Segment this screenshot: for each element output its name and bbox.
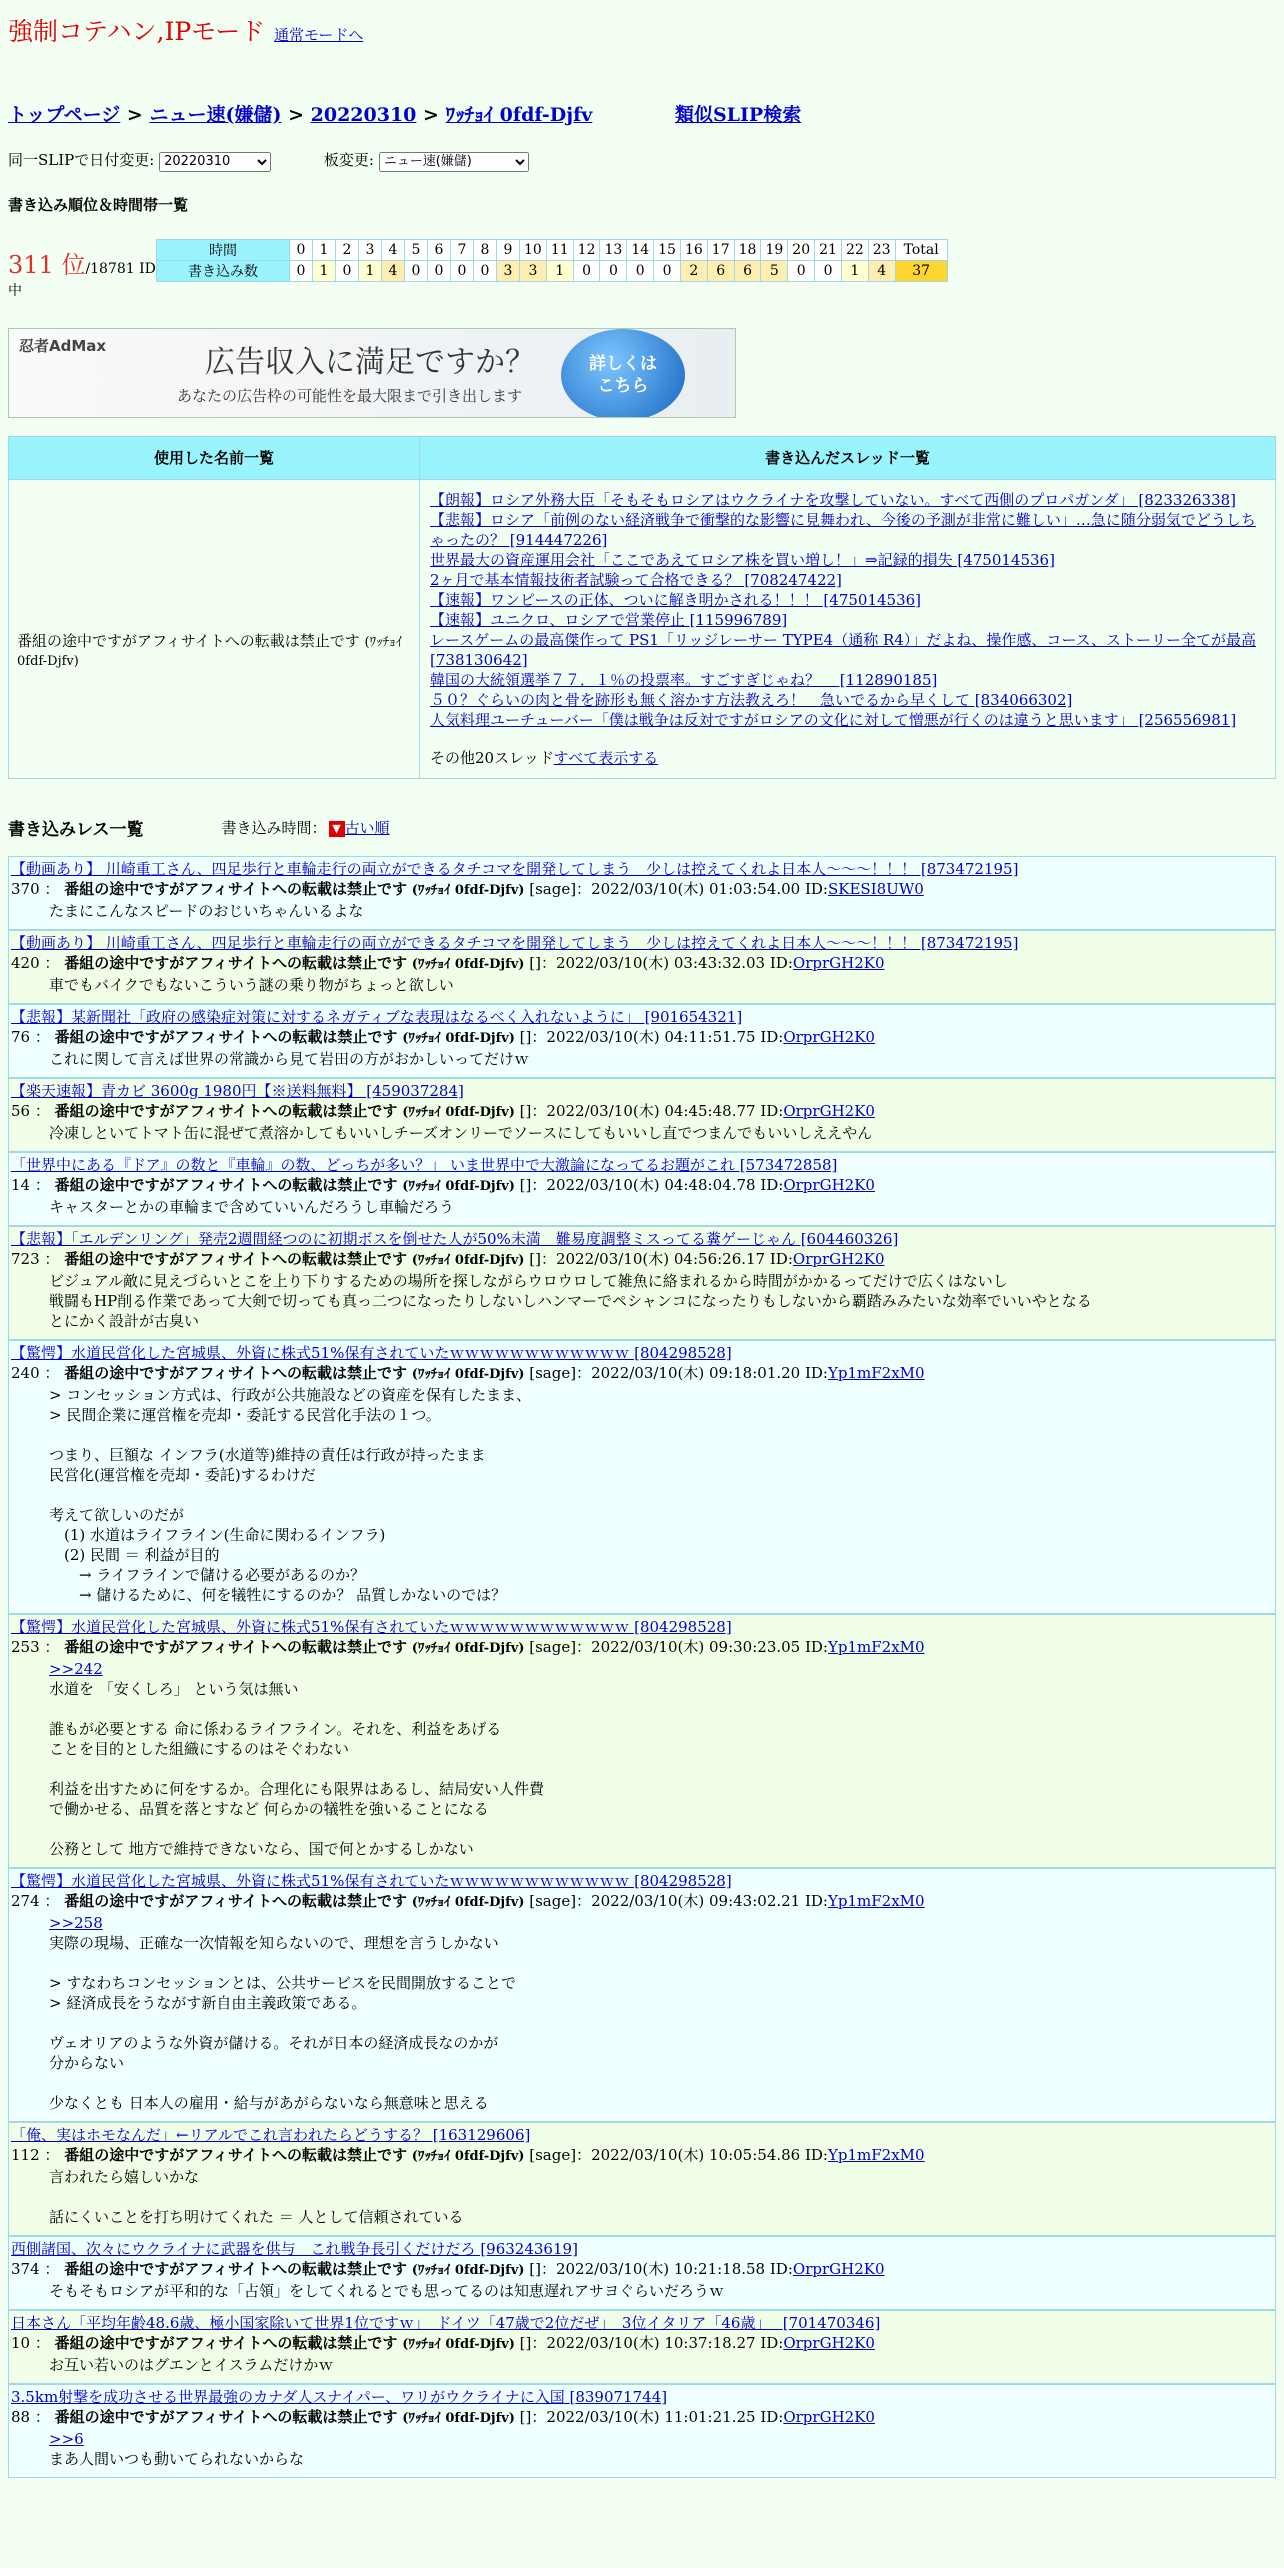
post-time: 2022/03/10(木) 11:01:21.25 ID:	[546, 2407, 784, 2426]
rank-total-ids: /18781 ID中	[8, 260, 156, 299]
ad-logo: 忍者AdMax	[19, 336, 107, 355]
count-cell: 0	[654, 260, 681, 281]
post-slip: (ﾜｯﾁｮｲ 0fdf-Djfv)	[402, 2410, 515, 2426]
post-slip: (ﾜｯﾁｮｲ 0fdf-Djfv)	[402, 1178, 515, 1194]
post-time: 2022/03/10(木) 04:56:26.17 ID:	[555, 1249, 793, 1268]
post-mail: []	[529, 1249, 541, 1268]
post-thread-link[interactable]: 【驚愕】水道民営化した宮城県、外資に株式51%保有されていたｗｗｗｗｗｗｗｗｗｗｗｗ [804298528]	[11, 1871, 732, 1890]
post-number: 370	[11, 879, 40, 898]
post-number: 274	[11, 1891, 40, 1910]
board-change-label: 板変更:	[323, 151, 374, 169]
total-count-cell: 37	[895, 260, 947, 281]
count-cell: 4	[868, 260, 895, 281]
post-body: 冷凍しといてトマト缶に混ぜて煮溶かしてもいいしチーズオンリーでソースにしてもいいし直でつまんでもいいしええやん	[49, 1123, 873, 1142]
post-time: 2022/03/10(木) 10:05:54.86 ID:	[591, 2145, 828, 2164]
thread-link[interactable]: 人気料理ユーチューバー「僕は戦争は反対ですがロシアの文化に対して憎悪が行くのは違うと思います」 [256556981]	[430, 710, 1237, 729]
post-id-link[interactable]: OrprGH2K0	[783, 1101, 875, 1120]
thread-link[interactable]: 【悲報】ロシア「前例のない経済戦争で衝撃的な影響に見舞われ、今後の予測が非常に難しい」…急に随分弱気でどうしちゃったの？ [914447226]	[430, 510, 1256, 549]
post-name: 番組の途中ですがアフィサイトへの転載は禁止です	[54, 1027, 398, 1046]
hour-cell: 17	[707, 239, 734, 260]
rank-box	[8, 239, 156, 300]
post-id-link[interactable]: OrprGH2K0	[783, 1175, 875, 1194]
breadcrumb-board[interactable]: ニュー速(嫌儲)	[149, 104, 282, 126]
breadcrumb	[8, 100, 1276, 127]
thread-link[interactable]: 【朗報】ロシア外務大臣「そもそもロシアはウクライナを攻撃していない。すべて西側のプロパガンダ」 [823326338]	[430, 490, 1237, 509]
post-name: 番組の途中ですがアフィサイトへの転載は禁止です	[64, 879, 407, 898]
post-thread-link[interactable]: 【驚愕】水道民営化した宮城県、外資に株式51%保有されていたｗｗｗｗｗｗｗｗｗｗｗｗ [804298528]	[11, 1617, 732, 1636]
post	[8, 2236, 1276, 2310]
hours-row	[157, 239, 948, 260]
post	[8, 1078, 1276, 1152]
post-list	[8, 856, 1276, 2478]
thread-link[interactable]: 韓国の大統領選挙７７．１％の投票率。すごすぎじゃね？ [112890185]	[430, 670, 938, 689]
post-anchor-link[interactable]: >>258	[49, 1913, 103, 1932]
post-number: 88	[11, 2407, 31, 2426]
post-name: 番組の途中ですがアフィサイトへの転載は禁止です	[64, 1891, 407, 1910]
post-meta: 723 ： 番組の途中ですがアフィサイトへの転載は禁止です (ﾜｯﾁｮｲ 0fdf-Djfv) []：2022/03/10(木) 04:56:26.17 ID:OrprGH2K0	[11, 1249, 885, 1268]
count-cell: 6	[734, 260, 761, 281]
post-body: ビジュアル敵に見えづらいとこを上り下りするための場所を探しながらウロウロして雑魚に絡まれるから時間がかかるってだけで広くはないし 戦闘もHP削る作業であって大剣で切っても真っ二つになったりしないしハンマーでペシャンコになったりもしないから覇踏みみたいな効率でいいやとなる とにかく設計が古臭い	[49, 1271, 1092, 1330]
count-cell: 0	[336, 260, 359, 281]
count-cell: 0	[405, 260, 428, 281]
count-cell: 3	[497, 260, 520, 281]
post-number: 56	[11, 1101, 31, 1120]
post-number: 420	[11, 953, 40, 972]
breadcrumb-slip[interactable]: ﾜｯﾁｮｲ 0fdf-Djfv	[445, 104, 593, 126]
hourly-table	[156, 239, 948, 282]
post-time: 2022/03/10(木) 04:48:04.78 ID:	[546, 1175, 784, 1194]
post-mail: []	[519, 1175, 532, 1194]
hour-cell: 4	[382, 239, 405, 260]
counts-row	[157, 260, 948, 281]
post	[8, 1004, 1276, 1078]
hour-cell: 9	[497, 239, 520, 260]
similar-slip-search-link[interactable]: 類似SLIP検索	[674, 104, 802, 126]
breadcrumb-sep: >	[288, 104, 304, 126]
post-mail: [sage]	[529, 879, 577, 898]
post-meta: 374 ： 番組の途中ですがアフィサイトへの転載は禁止です (ﾜｯﾁｮｲ 0fdf-Djfv) []：2022/03/10(木) 10:21:18.58 ID:OrprGH2K0	[11, 2259, 885, 2278]
post-name: 番組の途中ですがアフィサイトへの転載は禁止です	[64, 1363, 407, 1382]
post-body: 車でもバイクでもないこういう謎の乗り物がちょっと欲しい	[49, 975, 454, 994]
post-number: 374	[11, 2259, 40, 2278]
rank-position: 311 位	[8, 250, 86, 279]
count-cell: 0	[290, 260, 313, 281]
post-thread-link[interactable]: 3.5km射撃を成功させる世界最強のカナダ人スナイパー、ワリがウクライナに入国 [839071744]	[11, 2387, 668, 2406]
post-body: キャスターとかの車輪まで含めていいんだろうし車輪だろう	[49, 1197, 455, 1216]
breadcrumb-top[interactable]: トップページ	[8, 104, 121, 126]
hour-cell: 3	[359, 239, 382, 260]
hour-cell: 7	[451, 239, 474, 260]
post-meta: 10 ： 番組の途中ですがアフィサイトへの転載は禁止です (ﾜｯﾁｮｲ 0fdf-Djfv) []：2022/03/10(木) 10:37:18.27 ID:OrprGH2K0	[11, 2333, 875, 2352]
hour-cell: 16	[680, 239, 707, 260]
post-thread-link[interactable]: 【驚愕】水道民営化した宮城県、外資に株式51%保有されていたｗｗｗｗｗｗｗｗｗｗｗｗ [804298528]	[11, 1343, 732, 1362]
post-time: 2022/03/10(木) 04:45:48.77 ID:	[546, 1101, 784, 1120]
post-meta: 370 ： 番組の途中ですがアフィサイトへの転載は禁止です (ﾜｯﾁｮｲ 0fdf-Djfv) [sage]：2022/03/10(木) 01:03:54.00 ID:SKESI8UW0	[11, 879, 924, 898]
post-thread-link[interactable]: 「世界中にある『ドア』の数と『車輪』の数、どっちが多い？」 いま世界中で大激論になってるお題がこれ [573472858]	[11, 1155, 838, 1174]
post	[8, 1152, 1276, 1226]
names-table-header	[9, 436, 1276, 479]
sort-time-label: 書き込み時間：	[221, 818, 327, 837]
hour-cell: Total	[895, 239, 947, 260]
post-body: 言われたら嬉しいかな 話にくいことを打ち明けてくれた ＝ 人として信頼されている	[49, 2167, 464, 2226]
ad-details-label: 詳しくは こちら	[589, 353, 657, 396]
res-list-title: 書き込みレス一覧	[8, 819, 144, 840]
post-anchor-link[interactable]: >>6	[49, 2429, 84, 2448]
breadcrumb-date[interactable]: 20220310	[310, 104, 417, 126]
hour-cell: 14	[627, 239, 654, 260]
normal-mode-link[interactable]: 通常モードへ	[273, 26, 364, 44]
thread-link-row	[430, 710, 1265, 730]
thread-link-row	[430, 630, 1265, 670]
used-name	[9, 479, 420, 778]
post-mail: []	[529, 2259, 541, 2278]
post-slip: (ﾜｯﾁｮｲ 0fdf-Djfv)	[402, 1030, 515, 1046]
hour-cell: 5	[405, 239, 428, 260]
count-cell: 0	[788, 260, 815, 281]
count-cell: 0	[573, 260, 600, 281]
thread-link-row	[430, 670, 1265, 690]
post-name: 番組の途中ですがアフィサイトへの転載は禁止です	[64, 1249, 407, 1268]
post-name: 番組の途中ですがアフィサイトへの転載は禁止です	[64, 2145, 407, 2164]
hour-cell: 13	[600, 239, 627, 260]
sort-control	[222, 817, 390, 838]
post-mail: [sage]	[529, 1891, 577, 1910]
post-meta: 274 ： 番組の途中ですがアフィサイトへの転載は禁止です (ﾜｯﾁｮｲ 0fdf-Djfv) [sage]：2022/03/10(木) 09:43:02.21 ID:Yp1mF2xM0	[11, 1891, 925, 1910]
post-mail: [sage]	[529, 2145, 577, 2164]
post-body: > コンセッション方式は、行政が公共施設などの資産を保有したまま、 > 民間企業に運営権を売却・委託する民営化手法の１つ。 つまり、巨額な インフラ(水道等)維持の責任は行政が持ったまま 民営化(運営権を売却・委託)するわけだ 考えて欲しいのだが (1) 水道はライフライン(生命に関わるインフラ) (2) 民間 ＝ 利益が目的 → ライフラインで儲ける必要があるのか？ → 儲けるために、何を犠牲にするのか？ 品質しかないのでは？	[49, 1385, 532, 1604]
post-thread-link[interactable]: 【動画あり】 川崎重工さん、四足歩行と車輪走行の両立ができるタチコマを開発してしまう 少しは控えてくれよ日本人～～～！！！ [873472195]	[11, 859, 1019, 878]
post-id-link[interactable]: OrprGH2K0	[783, 2333, 875, 2352]
mode-header	[8, 12, 1276, 48]
hour-cell: 1	[313, 239, 336, 260]
post-time: 2022/03/10(木) 09:18:01.20 ID:	[591, 1363, 828, 1382]
post-name: 番組の途中ですがアフィサイトへの転載は禁止です	[54, 1101, 398, 1120]
post-body: たまにこんなスピードのおじいちゃんいるよな	[49, 901, 364, 920]
post-time: 2022/03/10(木) 04:11:51.75 ID:	[546, 1027, 784, 1046]
post-thread-link[interactable]: 【動画あり】 川崎重工さん、四足歩行と車輪走行の両立ができるタチコマを開発してしまう 少しは控えてくれよ日本人～～～！！！ [873472195]	[11, 933, 1019, 952]
post-mail: [sage]	[529, 1363, 577, 1382]
post-number: 240	[11, 1363, 40, 1382]
thread-list	[420, 479, 1276, 778]
post-meta: 240 ： 番組の途中ですがアフィサイトへの転載は禁止です (ﾜｯﾁｮｲ 0fdf-Djfv) [sage]：2022/03/10(木) 09:18:01.20 ID:Yp1mF2xM0	[11, 1363, 925, 1382]
post-time: 2022/03/10(木) 09:30:23.05 ID:	[591, 1637, 828, 1656]
post-id-link[interactable]: Yp1mF2xM0	[828, 2145, 925, 2164]
hour-cell: 0	[290, 239, 313, 260]
post-number: 723	[11, 1249, 40, 1268]
thread-link-row	[430, 590, 1265, 610]
post-slip: (ﾜｯﾁｮｲ 0fdf-Djfv)	[411, 1640, 525, 1656]
ad-headline: 広告収入に満足ですか？	[205, 344, 535, 380]
thread-link[interactable]: レースゲームの最高傑作って PS1「リッジレーサー TYPE4（通称 R4）」だよね、操作感、コース、ストーリー全てが最高 [738130642]	[430, 630, 1257, 669]
selector-bar	[8, 149, 1276, 172]
count-cell: 5	[761, 260, 788, 281]
hour-cell: 18	[734, 239, 761, 260]
count-cell: 1	[841, 260, 868, 281]
hour-cell: 6	[428, 239, 451, 260]
post-mail: []	[519, 1027, 532, 1046]
hour-cell: 19	[761, 239, 788, 260]
thread-link[interactable]: 【速報】ユニクロ、ロシアで営業停止 [115996789]	[430, 610, 788, 629]
post	[8, 856, 1276, 930]
arrow-down-icon: ▼	[329, 821, 345, 837]
post-number: 10	[11, 2333, 31, 2352]
ad-details-button[interactable]	[561, 329, 685, 418]
post-body: まあ人間いつも動いてられないからな	[49, 2449, 305, 2468]
post-mail: []	[519, 2407, 532, 2426]
post-slip: (ﾜｯﾁｮｲ 0fdf-Djfv)	[402, 1104, 515, 1120]
post-slip: (ﾜｯﾁｮｲ 0fdf-Djfv)	[402, 2336, 515, 2352]
post	[8, 930, 1276, 1004]
post-name: 番組の途中ですがアフィサイトへの転載は禁止です	[64, 953, 407, 972]
post	[8, 1340, 1276, 1614]
count-cell: 0	[428, 260, 451, 281]
post-name: 番組の途中ですがアフィサイトへの転載は禁止です	[54, 2333, 398, 2352]
post-name: 番組の途中ですがアフィサイトへの転載は禁止です	[54, 2407, 398, 2426]
post-meta: 14 ： 番組の途中ですがアフィサイトへの転載は禁止です (ﾜｯﾁｮｲ 0fdf-Djfv) []：2022/03/10(木) 04:48:04.78 ID:OrprGH2K0	[11, 1175, 875, 1194]
res-list-header	[8, 815, 1276, 840]
ranking-section-title: 書き込み順位＆時間帯一覧	[8, 195, 189, 214]
date-select[interactable]	[159, 152, 271, 172]
forced-mode-title: 強制コテハン,IPモード	[8, 17, 266, 46]
post-id-link[interactable]: OrprGH2K0	[783, 2407, 875, 2426]
hour-cell: 12	[573, 239, 600, 260]
post-id-link[interactable]: OrprGH2K0	[783, 1027, 875, 1046]
post-id-link[interactable]: OrprGH2K0	[792, 1249, 885, 1268]
post-thread-link[interactable]: 【楽天速報】青カビ 3600g 1980円【※送料無料】 [459037284]	[11, 1081, 464, 1100]
post-name: 番組の途中ですがアフィサイトへの転載は禁止です	[64, 2259, 407, 2278]
thread-link-row	[430, 510, 1265, 550]
post-slip: (ﾜｯﾁｮｲ 0fdf-Djfv)	[411, 1252, 525, 1268]
hour-cell: 10	[520, 239, 547, 260]
more-threads-label: その他20スレッド	[430, 748, 554, 767]
sort-oldest-link[interactable]: 古い順	[344, 818, 390, 837]
post-slip: (ﾜｯﾁｮｲ 0fdf-Djfv)	[411, 1366, 525, 1382]
hour-cell: 8	[474, 239, 497, 260]
thread-link[interactable]: 【速報】ワンピースの正体、ついに解き明かされる！！！ [475014536]	[430, 590, 922, 609]
post-mail: []	[529, 953, 541, 972]
post-thread-link[interactable]: 日本さん「平均年齢48.6歳、極小国家除いて世界1位ですｗ」 ドイツ「47歳で2位だぜ」 3位イタリア「46歳」 [701470346]	[11, 2313, 881, 2332]
used-name-text: 番組の途中ですがアフィサイトへの転載は禁止です	[17, 631, 360, 650]
post-anchor-row	[9, 1659, 1275, 1679]
post-slip: (ﾜｯﾁｮｲ 0fdf-Djfv)	[411, 882, 525, 898]
date-change-label: 同一SLIPで日付変更:	[8, 151, 155, 169]
post	[8, 1226, 1276, 1340]
count-cell: 3	[520, 260, 547, 281]
post-number: 14	[11, 1175, 31, 1194]
post-number: 112	[11, 2145, 40, 2164]
breadcrumb-sep: >	[126, 104, 143, 126]
post-slip: (ﾜｯﾁｮｲ 0fdf-Djfv)	[411, 2262, 525, 2278]
post-number: 253	[11, 1637, 40, 1656]
post-body: これに関して言えば世界の常識から見て岩田の方がおかしいってだけｗ	[49, 1049, 530, 1068]
thread-links	[430, 490, 1265, 730]
post-time: 2022/03/10(木) 09:43:02.21 ID:	[591, 1891, 828, 1910]
post-thread-link[interactable]: 【悲報】某新聞社「政府の感染症対策に対するネガティブな表現はなるべく入れないように」 [901654321]	[11, 1007, 743, 1026]
thread-link[interactable]: 世界最大の資産運用会社「ここであえてロシア株を買い増し！」⇒記録的損失 [475014536]	[430, 550, 1055, 569]
hour-cell: 2	[336, 239, 359, 260]
ad-banner[interactable]	[8, 328, 736, 418]
post-id-link[interactable]: OrprGH2K0	[792, 953, 885, 972]
post-time: 2022/03/10(木) 10:21:18.58 ID:	[555, 2259, 793, 2278]
ad-subtext: あなたの広告枠の可能性を最大限まで引き出します	[177, 386, 523, 405]
post-body: 水道を 「安くしろ」 という気は無い 誰もが必要とする 命に係わるライフライン。それを、利益をあげる ことを目的とした組織にするのはそぐわない 利益を出すために何をするか。合理化にも限界はあるし、結局安い人件費 で働かせる、品質を落とすなど 何らかの犠牲を強いることになる 公務として 地方で維持できないなら、国で何とかするしかない	[49, 1679, 545, 1858]
post-time: 2022/03/10(木) 10:37:18.27 ID:	[546, 2333, 784, 2352]
post	[8, 2310, 1276, 2384]
post-body: そもそもロシアが平和的な「占領」をしてくれるとでも思ってるのは知恵遅れアサヨぐらいだろうｗ	[49, 2281, 725, 2300]
count-cell: 0	[451, 260, 474, 281]
post-thread-link[interactable]: 西側諸国、次々にウクライナに武器を供与 これ戦争長引くだけだろ [963243619]	[11, 2239, 578, 2258]
post-anchor-link[interactable]: >>242	[49, 1659, 103, 1678]
post-body: お互い若いのはグエンとイスラムだけかｗ	[49, 2355, 334, 2374]
post	[8, 1614, 1276, 1868]
board-select[interactable]	[379, 152, 529, 172]
post-mail: []	[519, 1101, 532, 1120]
post-anchor-row	[9, 1913, 1275, 1933]
post-mail: []	[519, 2333, 532, 2352]
post-body: 実際の現場、正確な一次情報を知らないので、理想を言うしかない > すなわちコンセッションとは、公共サービスを民間開放することで > 経済成長をうながす新自由主義政策である。 ヴェオリアのような外資が儲ける。それが日本の経済成長なのかが 分からない 少なくとも 日本人の雇用・給与があがらないなら無意味と思える	[49, 1933, 517, 2112]
time-label: 時間	[157, 239, 290, 260]
post-slip: (ﾜｯﾁｮｲ 0fdf-Djfv)	[411, 2148, 525, 2164]
thread-link-row	[430, 570, 1265, 590]
post-meta: 76 ： 番組の途中ですがアフィサイトへの転載は禁止です (ﾜｯﾁｮｲ 0fdf-Djfv) []：2022/03/10(木) 04:11:51.75 ID:OrprGH2K0	[11, 1027, 875, 1046]
post-time: 2022/03/10(木) 01:03:54.00 ID:	[591, 879, 828, 898]
names-table-row	[9, 479, 1276, 778]
count-cell: 1	[546, 260, 573, 281]
hour-cell: 23	[868, 239, 895, 260]
post-id-link[interactable]: Yp1mF2xM0	[828, 1891, 925, 1910]
post	[8, 2122, 1276, 2236]
post-slip: (ﾜｯﾁｮｲ 0fdf-Djfv)	[411, 1894, 525, 1910]
more-threads	[430, 748, 1265, 768]
post-thread-link[interactable]: 【悲報】「エルデンリング」発売2週間経つのに初期ボスを倒せた人が50%未満 難易度調整ミスってる糞ゲーじゃん [604460326]	[11, 1229, 899, 1248]
names-threads-table	[8, 436, 1276, 779]
post-id-link[interactable]: OrprGH2K0	[792, 2259, 885, 2278]
post-meta: 56 ： 番組の途中ですがアフィサイトへの転載は禁止です (ﾜｯﾁｮｲ 0fdf-Djfv) []：2022/03/10(木) 04:45:48.77 ID:OrprGH2K0	[11, 1101, 875, 1120]
post-anchor-row	[9, 2429, 1275, 2449]
count-cell: 0	[600, 260, 627, 281]
count-cell: 1	[359, 260, 382, 281]
count-cell: 2	[680, 260, 707, 281]
count-cell: 6	[707, 260, 734, 281]
show-all-threads-link[interactable]: すべて表示する	[553, 748, 659, 767]
thread-link-row	[430, 550, 1265, 570]
post-id-link[interactable]: Yp1mF2xM0	[828, 1363, 925, 1382]
count-cell: 0	[627, 260, 654, 281]
post	[8, 2384, 1276, 2478]
hour-cell: 20	[788, 239, 815, 260]
post-meta: 253 ： 番組の途中ですがアフィサイトへの転載は禁止です (ﾜｯﾁｮｲ 0fdf-Djfv) [sage]：2022/03/10(木) 09:30:23.05 ID:Yp1mF2xM0	[11, 1637, 925, 1656]
thread-link[interactable]: 2ヶ月で基本情報技術者試験って合格できる？ [708247422]	[430, 570, 842, 589]
names-column-header: 使用した名前一覧	[9, 436, 420, 479]
post-meta: 88 ： 番組の途中ですがアフィサイトへの転載は禁止です (ﾜｯﾁｮｲ 0fdf-Djfv) []：2022/03/10(木) 11:01:21.25 ID:OrprGH2K0	[11, 2407, 875, 2426]
post-name: 番組の途中ですがアフィサイトへの転載は禁止です	[64, 1637, 407, 1656]
thread-link-row	[430, 490, 1265, 510]
count-cell: 0	[815, 260, 842, 281]
hour-cell: 11	[546, 239, 573, 260]
post-meta: 112 ： 番組の途中ですがアフィサイトへの転載は禁止です (ﾜｯﾁｮｲ 0fdf-Djfv) [sage]：2022/03/10(木) 10:05:54.86 ID:Yp1mF2xM0	[11, 2145, 925, 2164]
post-number: 76	[11, 1027, 31, 1046]
post-slip: (ﾜｯﾁｮｲ 0fdf-Djfv)	[411, 956, 525, 972]
post	[8, 1868, 1276, 2122]
post-name: 番組の途中ですがアフィサイトへの転載は禁止です	[54, 1175, 398, 1194]
hour-cell: 15	[654, 239, 681, 260]
post-mail: [sage]	[529, 1637, 577, 1656]
threads-column-header: 書き込んだスレッド一覧	[420, 436, 1276, 479]
hour-cell: 22	[841, 239, 868, 260]
thread-link-row	[430, 690, 1265, 710]
ranking-row	[8, 239, 1276, 300]
thread-link[interactable]: ５０？ぐらいの肉と骨を跡形も無く溶かす方法教えろ！ 急いでるから早くして [834066302]	[430, 690, 1073, 709]
post-meta: 420 ： 番組の途中ですがアフィサイトへの転載は禁止です (ﾜｯﾁｮｲ 0fdf-Djfv) []：2022/03/10(木) 03:43:32.03 ID:OrprGH2K0	[11, 953, 885, 972]
post-thread-link[interactable]: 「俺、実はホモなんだ」←リアルでこれ言われたらどうする？ [163129606]	[11, 2125, 531, 2144]
thread-link-row	[430, 610, 1265, 630]
post-time: 2022/03/10(木) 03:43:32.03 ID:	[555, 953, 793, 972]
post-id-link[interactable]: Yp1mF2xM0	[828, 1637, 925, 1656]
count-cell: 0	[474, 260, 497, 281]
count-cell: 1	[313, 260, 336, 281]
used-name-slip: (ﾜｯﾁｮｲ 0fdf-Djfv)	[17, 634, 403, 669]
count-label: 書き込み数	[157, 260, 290, 281]
breadcrumb-sep: >	[423, 104, 439, 126]
post-id-link[interactable]: SKESI8UW0	[828, 879, 924, 898]
count-cell: 4	[382, 260, 405, 281]
hour-cell: 21	[815, 239, 842, 260]
